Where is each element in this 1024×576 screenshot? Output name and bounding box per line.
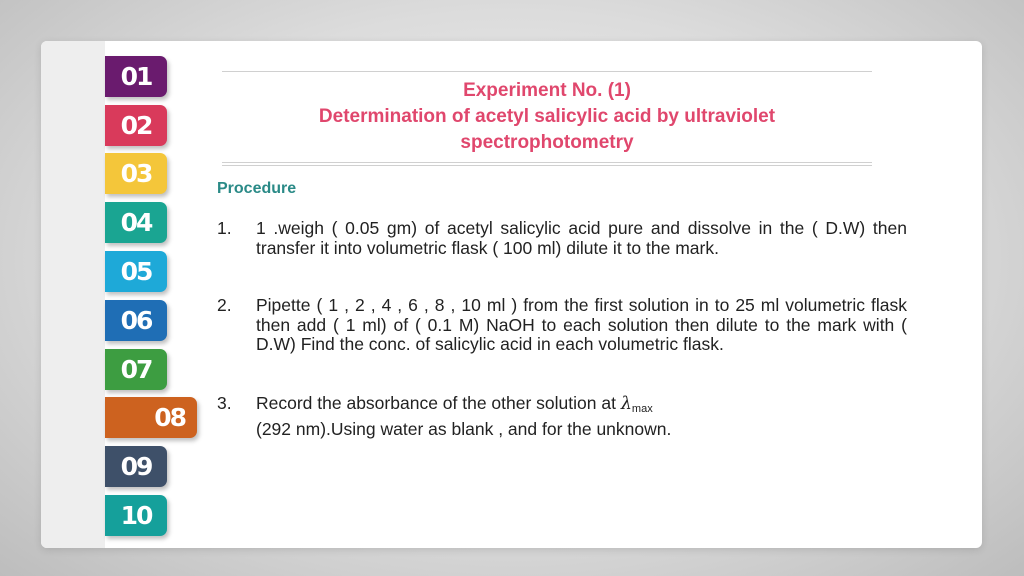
tab-03[interactable] — [105, 153, 167, 194]
tab-label: 02 — [120, 111, 152, 140]
bottom-divider — [222, 162, 872, 163]
tab-08[interactable] — [105, 397, 197, 438]
tab-07[interactable] — [105, 349, 167, 390]
item-number: 2. — [217, 295, 232, 315]
title-line-1: Experiment No. (1) — [463, 80, 631, 101]
item-text-b: (292 nm).Using water as blank , and for the unknown. — [256, 418, 672, 439]
tab-01[interactable] — [105, 56, 167, 97]
tab-label: 05 — [120, 257, 152, 286]
section-heading: Procedure — [217, 180, 297, 197]
item-text — [256, 394, 907, 439]
tab-10[interactable] — [105, 495, 167, 536]
lambda-symbol: λ — [620, 394, 632, 414]
tab-label: 06 — [120, 306, 152, 335]
item-number: 3. — [217, 393, 232, 413]
page-title — [222, 78, 872, 156]
sidebar — [41, 41, 105, 548]
item-number: 1. — [217, 218, 232, 238]
tab-09[interactable] — [105, 446, 167, 487]
item-text: 1 .weigh ( 0.05 gm) of acetyl salicylic acid pure and dissolve in the ( D.W) then transfer it into volumetric flask ( 100 ml) dilute it to the mark. — [256, 218, 907, 258]
tab-05[interactable] — [105, 251, 167, 292]
top-divider — [222, 71, 872, 72]
tab-04[interactable] — [105, 202, 167, 243]
tab-label: 10 — [120, 501, 152, 530]
bottom-divider-2 — [222, 165, 872, 166]
tab-label: 07 — [120, 355, 152, 384]
title-line-3: spectrophotometry — [460, 132, 634, 153]
tab-label: 01 — [120, 62, 152, 91]
tab-label: 04 — [120, 208, 152, 237]
item-text-a: Record the absorbance of the other solution at — [256, 393, 621, 413]
tab-02[interactable] — [105, 105, 167, 146]
lambda-subscript: max — [631, 403, 653, 415]
item-text: Pipette ( 1 , 2 , 4 , 6 , 8 , 10 ml ) from the first solution in to 25 ml volumetric flask then add ( 1 ml) of ( 0.1 M) NaOH to each solution then dilute to the mark with ( D.W) Find the conc. of salicylic acid in each volumetric flask. — [256, 295, 907, 355]
tab-label: 08 — [154, 403, 185, 432]
tab-label: 03 — [120, 159, 152, 188]
title-line-2: Determination of acetyl salicylic acid by ultraviolet — [318, 106, 776, 127]
tab-label: 09 — [120, 452, 152, 481]
tab-06[interactable] — [105, 300, 167, 341]
